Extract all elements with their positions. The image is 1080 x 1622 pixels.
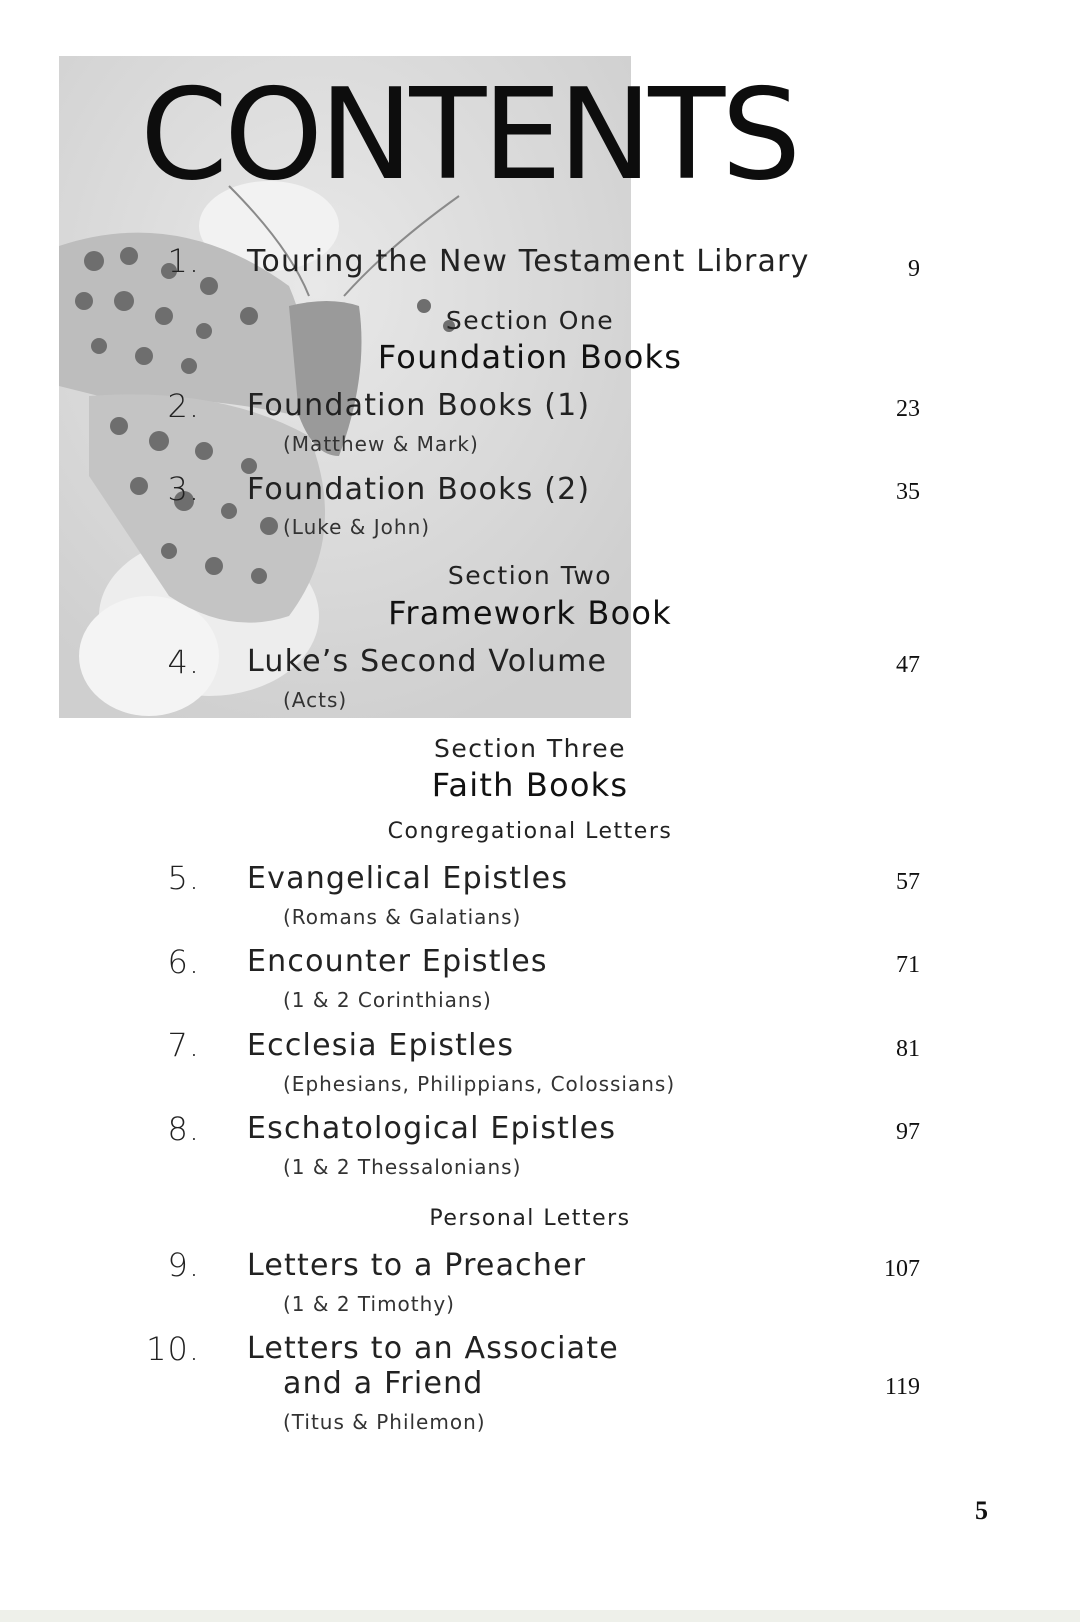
entry-subtitle: (1 & 2 Timothy) — [283, 1292, 455, 1316]
section-label: Section Two — [447, 561, 613, 590]
entry-title: Luke’s Second Volume — [247, 644, 608, 679]
entry-title-continued: and a Friend — [283, 1366, 484, 1401]
entry-page: 47 — [896, 652, 920, 678]
entry-number: 4. — [167, 643, 200, 681]
entry-title: Letters to an Associate — [247, 1331, 619, 1366]
entry-number: 6. — [167, 943, 200, 981]
section-label: Section Three — [434, 734, 626, 763]
page-number: 5 — [975, 1496, 988, 1525]
entry-subtitle: (Titus & Philemon) — [283, 1410, 486, 1434]
section-title: Foundation Books — [377, 338, 683, 376]
entry-title: Ecclesia Epistles — [247, 1028, 515, 1063]
page-title: CONTENTS — [140, 61, 798, 208]
entry-page: 97 — [896, 1119, 920, 1145]
entry-title: Touring the New Testament Library — [247, 244, 810, 279]
entry-title: Evangelical Epistles — [247, 861, 569, 896]
entry-page: 81 — [896, 1036, 920, 1062]
entry-number: 7. — [167, 1026, 200, 1064]
entry-page: 9 — [908, 256, 920, 282]
entry-subtitle: (1 & 2 Corinthians) — [283, 988, 492, 1012]
entry-number: 9. — [167, 1246, 200, 1284]
entry-page: 107 — [884, 1256, 920, 1282]
entry-number: 2. — [167, 387, 200, 425]
entry-number: 5. — [167, 859, 200, 897]
entry-subtitle: (Matthew & Mark) — [283, 432, 479, 456]
section-title: Framework Book — [388, 594, 672, 632]
entry-number: 10. — [146, 1330, 200, 1368]
entry-page: 71 — [896, 952, 920, 978]
group-label: Congregational Letters — [387, 819, 673, 844]
entry-subtitle: (Ephesians, Philippians, Colossians) — [283, 1072, 676, 1096]
entry-title: Letters to a Preacher — [247, 1248, 587, 1283]
entry-subtitle: (Acts) — [283, 688, 348, 712]
entry-title: Foundation Books (1) — [247, 388, 591, 423]
entry-subtitle: (Romans & Galatians) — [283, 905, 522, 929]
entry-number: 8. — [167, 1110, 200, 1148]
entry-title: Foundation Books (2) — [247, 472, 591, 507]
group-label: Personal Letters — [429, 1206, 631, 1231]
entry-title: Eschatological Epistles — [247, 1111, 617, 1146]
entry-page: 23 — [896, 396, 920, 422]
entry-page: 35 — [896, 479, 920, 505]
entry-page: 119 — [884, 1374, 920, 1400]
section-title: Faith Books — [431, 766, 629, 804]
entry-number: 3. — [167, 470, 200, 508]
bottom-edge — [0, 1610, 1080, 1622]
section-label: Section One — [445, 306, 615, 335]
entry-subtitle: (Luke & John) — [283, 515, 431, 539]
entry-title: Encounter Epistles — [247, 944, 548, 979]
entry-number: 1. — [167, 242, 200, 280]
entry-subtitle: (1 & 2 Thessalonians) — [283, 1155, 522, 1179]
entry-page: 57 — [896, 869, 920, 895]
